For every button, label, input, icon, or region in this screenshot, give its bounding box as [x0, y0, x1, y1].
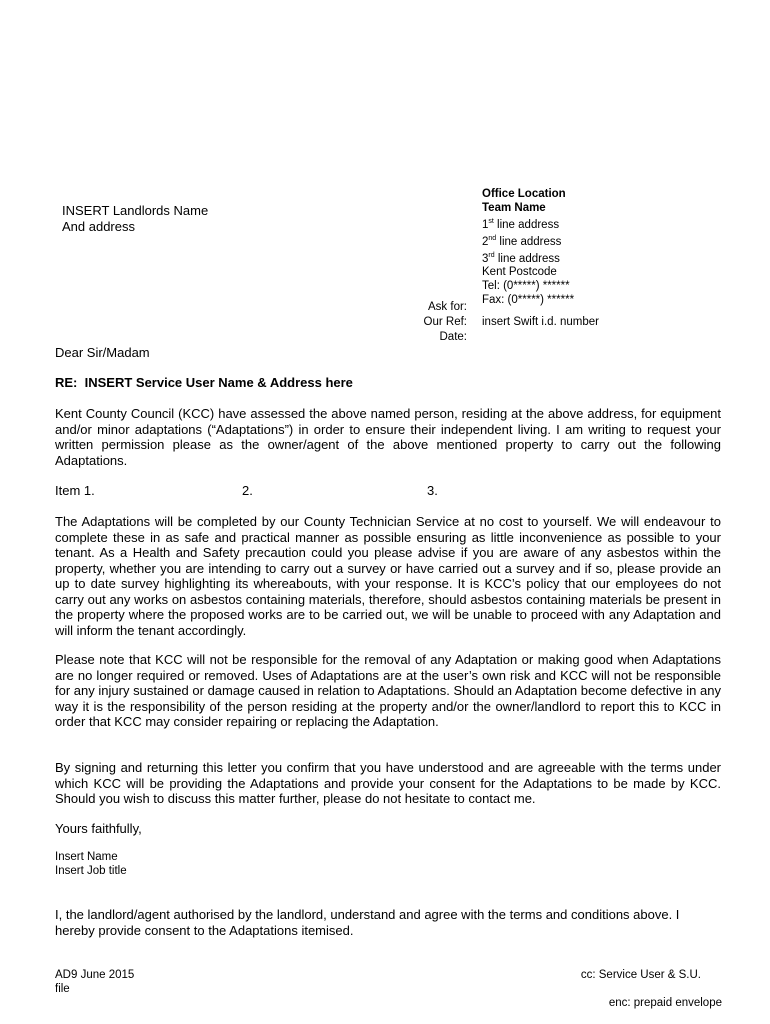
- paragraph-asbestos: The Adaptations will be completed by our County Technician Service at no cost to yourself. We will endeavour to complete these in as safe and practical manner as possible ensuring as little inconvenience as possible to your tenant. As a Health and Safety precaution could you please advise if you are aware of any asbestos within the property, whether you are intending to carry out a survey or have carried out a survey and if so, please provide an up to date survey highlighting its whereabouts, with your response. It is KCC’s policy that our employees do not carry out any works on asbestos containing materials, therefore, should asbestos containing materials be present in the property where the proposed works are to be carried out, we will be unable to proceed with any Adaptation and will inform the tenant accordingly.: [55, 514, 721, 638]
- office-location: Office Location: [482, 188, 566, 200]
- document-reference: AD9 June 2015: [55, 969, 135, 981]
- team-name: Team Name: [482, 202, 546, 214]
- subject-line: RE: INSERT Service User Name & Address here: [55, 375, 353, 390]
- signature-title: Insert Job title: [55, 865, 127, 877]
- file-label: file: [55, 983, 70, 995]
- item-1: Item 1.: [55, 483, 95, 498]
- date-label: Date:: [439, 331, 467, 343]
- office-tel: Tel: (0*****) ******: [482, 280, 570, 293]
- recipient-name: INSERT Landlords Name: [62, 203, 209, 218]
- reference-labels: [380, 300, 467, 345]
- office-postcode: Kent Postcode: [482, 266, 557, 279]
- paragraph-assessment: Kent County Council (KCC) have assessed the above named person, residing at the above address, for equipment and/or minor adaptations (“Adaptations”) in order to ensure their independent living. I am writing to request your written permission please as the owner/agent of the above mentioned property to carry out the following Adaptations.: [55, 406, 721, 468]
- our-ref-value: insert Swift i.d. number: [482, 316, 599, 328]
- item-3: 3.: [427, 483, 438, 498]
- recipient-block: [62, 203, 312, 234]
- footer-cc: cc: Service User & S.U.: [580, 969, 701, 981]
- paragraph-consent: By signing and returning this letter you confirm that you have understood and are agreeable with the terms under which KCC will be providing the Adaptations and provide your consent for the Adaptations to be made by KCC. Should you wish to discuss this matter further, please do not hesitate to contact me.: [55, 760, 721, 806]
- our-ref-label: Our Ref:: [423, 316, 467, 328]
- signature-name: Insert Name: [55, 851, 118, 863]
- address-line-1: 1st line address: [482, 218, 560, 231]
- address-line-2: 2nd line address: [482, 234, 562, 248]
- recipient-address: And address: [62, 218, 135, 234]
- closing: Yours faithfully,: [55, 821, 142, 836]
- footer-ref: [55, 968, 134, 996]
- office-fax: Fax: (0*****) ******: [482, 294, 575, 307]
- paragraph-landlord-consent: I, the landlord/agent authorised by the landlord, understand and agree with the terms and conditions above. I hereby provide consent to the Adaptations itemised.: [55, 907, 680, 938]
- ask-for-label: Ask for:: [428, 301, 467, 313]
- item-2: 2.: [242, 483, 253, 498]
- footer-enc: enc: prepaid envelope: [608, 997, 722, 1009]
- office-address-block: [482, 187, 682, 307]
- salutation: Dear Sir/Madam: [55, 345, 150, 360]
- signature-block: [55, 850, 127, 878]
- paragraph-responsibility: Please note that KCC will not be responsible for the removal of any Adaptation or making good when Adaptations are no longer required or removed. Uses of Adaptations are at the user’s own risk and KCC will not be responsible for any injury sustained or damage caused in relation to Adaptations. Should an Adaptation become defective in any way it is the responsibility of the person residing at the property and/or the owner/landlord to report this to KCC in order that KCC may consider repairing or replacing the Adaptation.: [55, 652, 721, 729]
- address-line-3: 3rd line address: [482, 251, 560, 265]
